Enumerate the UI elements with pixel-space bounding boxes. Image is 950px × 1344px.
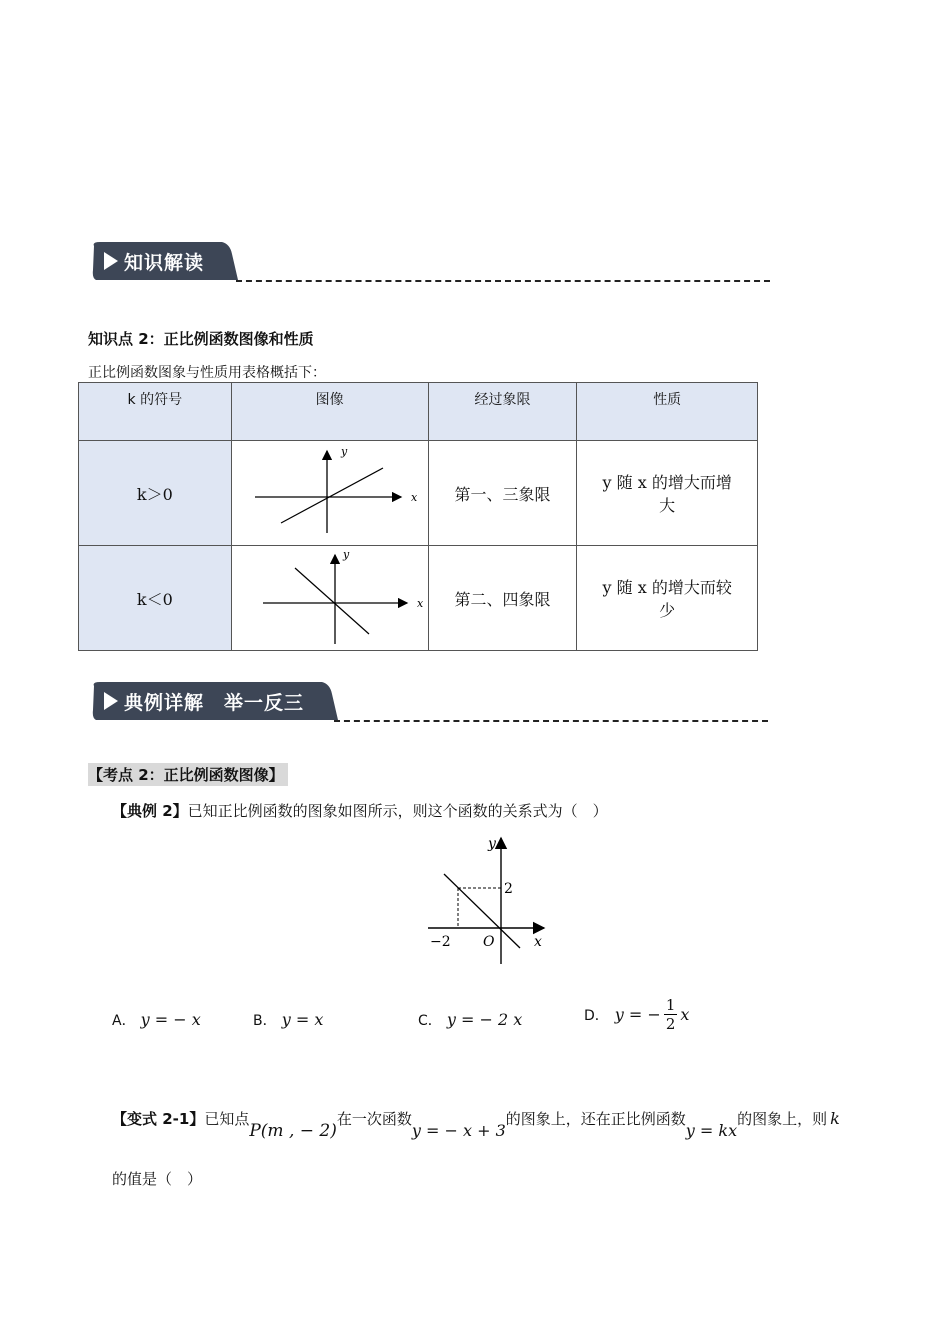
option-b[interactable]	[253, 1010, 323, 1030]
property-line: 少	[659, 601, 676, 620]
option-d[interactable]	[584, 996, 689, 1033]
cell-property	[577, 546, 758, 651]
variant-linear-function: y = − x + 3	[411, 1121, 506, 1140]
option-letter: A．	[112, 1013, 136, 1029]
y-axis-label: y	[342, 548, 349, 561]
variant-k: k	[830, 1109, 840, 1128]
option-expression: y = x	[281, 1010, 324, 1029]
variant-text: 在一次函数	[336, 1110, 412, 1128]
cell-graph	[231, 546, 428, 651]
x-axis-label: x	[534, 934, 542, 950]
option-a[interactable]	[112, 1010, 201, 1030]
kaodian-title: 【考点 2：正比例函数图像】	[88, 763, 288, 786]
example-graph	[420, 832, 560, 972]
tick-label-y: 2	[504, 881, 513, 897]
example-question	[112, 800, 608, 821]
cell-sign: k＜0	[79, 546, 232, 651]
table-header-row	[79, 383, 758, 441]
variant-question	[112, 1108, 840, 1141]
positive-slope-graph	[235, 441, 425, 541]
x-axis-label: x	[416, 597, 423, 610]
example-text: 已知正比例函数的图象如图所示，则这个函数的关系式为（ ）	[187, 802, 608, 820]
table-row	[79, 441, 758, 546]
option-letter: C．	[418, 1013, 442, 1029]
option-c[interactable]	[418, 1010, 522, 1030]
cell-quadrants: 第二、四象限	[428, 546, 577, 651]
x-axis-label: x	[410, 491, 417, 504]
origin-label: O	[483, 934, 495, 950]
option-letter: D．	[584, 1007, 609, 1024]
cell-quadrants: 第一、三象限	[428, 441, 577, 546]
property-line: y 随 x 的增大而增	[602, 473, 732, 492]
fraction	[664, 996, 678, 1033]
banner-divider	[334, 720, 768, 722]
variant-text: 的图象上，还在正比例函数	[505, 1110, 686, 1128]
property-line: 大	[659, 496, 676, 515]
tick-label-x: −2	[430, 934, 451, 950]
example-label: 【典例 2】	[112, 802, 188, 820]
table-row	[79, 546, 758, 651]
properties-table	[78, 382, 758, 651]
option-letter: B．	[253, 1013, 277, 1029]
option-expression: y = − x	[140, 1010, 201, 1029]
section-banner-knowledge	[90, 240, 240, 280]
cell-property	[577, 441, 758, 546]
header-graph: 图像	[231, 383, 428, 441]
negative-slope-graph	[235, 546, 425, 646]
banner-divider	[236, 280, 770, 282]
variant-point: P(m , − 2)	[249, 1121, 337, 1141]
header-quadrants: 经过象限	[428, 383, 577, 441]
cell-graph	[231, 441, 428, 546]
variant-label: 【变式 2-1】	[112, 1110, 205, 1128]
option-expression: x	[680, 1005, 690, 1024]
option-expression: y = − 2 x	[446, 1010, 523, 1029]
variant-text: 的图象上，则	[737, 1110, 828, 1128]
knowledge-intro: 正比例函数图象与性质用表格概括下：	[88, 365, 326, 381]
header-property: 性质	[577, 383, 758, 441]
y-axis-label: y	[488, 836, 496, 852]
variant-text: 已知点	[204, 1110, 250, 1128]
section-banner-examples	[90, 680, 340, 720]
knowledge-title: 知识点 2：正比例函数图像和性质	[88, 330, 314, 348]
fraction-numerator: 1	[665, 996, 676, 1014]
property-line: y 随 x 的增大而较	[602, 578, 732, 597]
variant-line2: 的值是（ ）	[112, 1170, 203, 1188]
function-line	[281, 468, 383, 523]
y-axis-label: y	[340, 445, 347, 458]
function-line	[295, 568, 369, 634]
option-expression: y = −	[614, 1005, 661, 1024]
banner-label: 典例详解 举一反三	[124, 692, 305, 714]
variant-proportional-function: y = kx	[685, 1121, 738, 1140]
fraction-denominator: 2	[665, 1015, 676, 1033]
header-sign: k 的符号	[79, 383, 232, 441]
cell-sign: k＞0	[79, 441, 232, 546]
banner-label: 知识解读	[124, 252, 205, 274]
